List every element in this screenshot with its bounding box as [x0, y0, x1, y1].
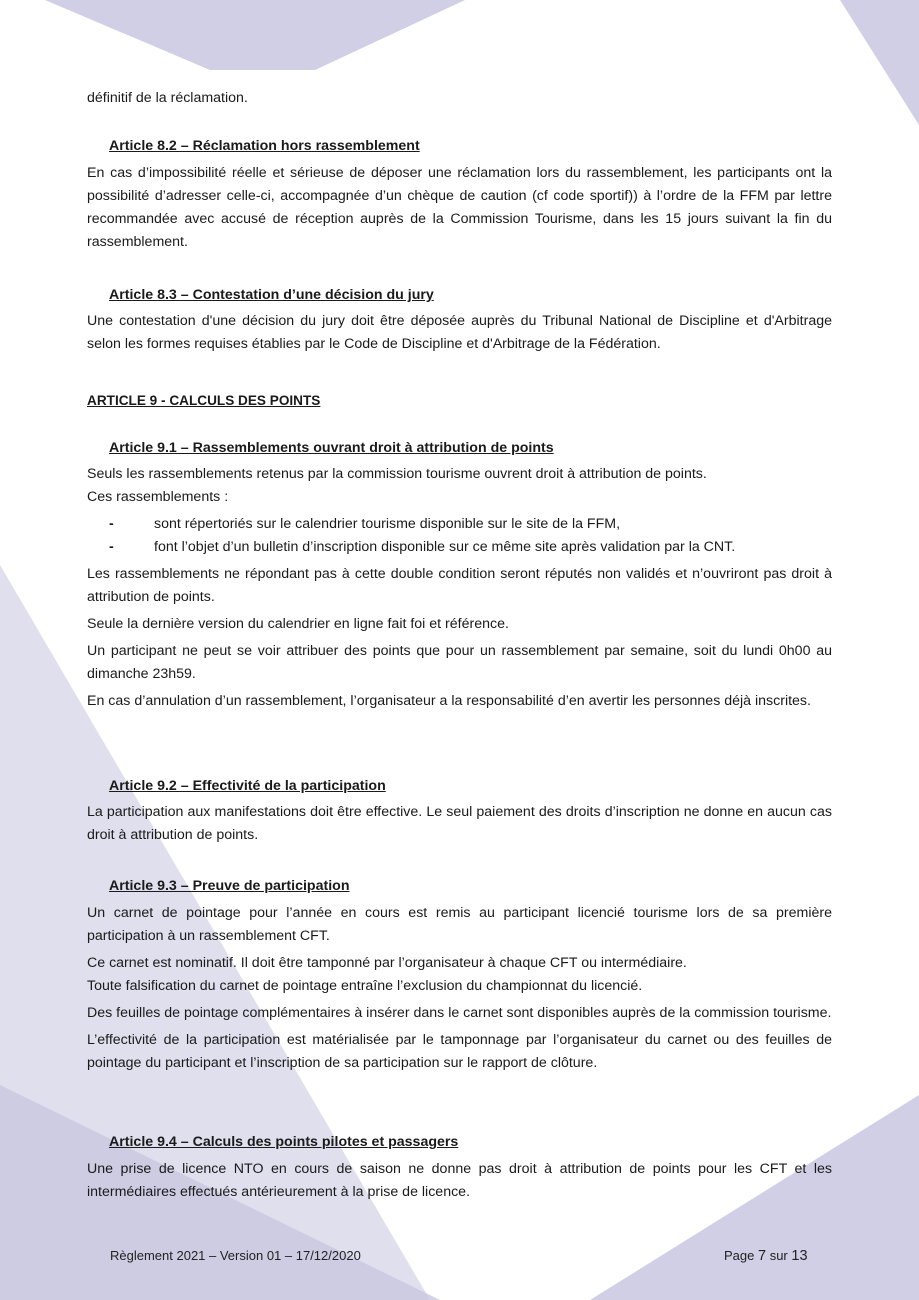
article-9-1-body — [87, 463, 832, 713]
article-8-3-heading: Article 8.3 – Contestation d’une décision du jury — [109, 287, 434, 303]
article-9-4-heading: Article 9.4 – Calculs des points pilotes et passagers — [109, 1134, 459, 1150]
list-item — [87, 513, 832, 536]
article-8-2-heading: Article 8.2 – Réclamation hors rassemblement — [109, 138, 420, 154]
bullet-dash: - — [109, 516, 114, 532]
article-8-3-body — [87, 310, 832, 356]
list-item-text: sont répertoriés sur le calendrier tourisme disponible sur le site de la FFM, — [154, 516, 621, 532]
article-9-3-body — [87, 902, 832, 1075]
article-9-2-body — [87, 801, 832, 847]
bullet-dash: - — [109, 539, 114, 555]
article-9-1-para-1: Les rassemblements ne répondant pas à cette double condition seront réputés non validés et n’ouvriront pas droit à attribution de points. — [87, 566, 832, 605]
article-9-heading: ARTICLE 9 - CALCULS DES POINTS — [87, 393, 321, 408]
article-9-2-text: La participation aux manifestations doit être effective. Le seul paiement des droits d’inscription ne donne en aucun cas droit à attribution de points. — [87, 804, 832, 843]
document-page — [87, 0, 832, 1300]
page-label: Page — [724, 1248, 755, 1263]
article-9-4-body — [87, 1158, 832, 1204]
article-8-2-text: En cas d’impossibilité réelle et sérieuse de déposer une réclamation lors du rassemblement, les participants ont la possibilité d’adresser celle-ci, accompagnée d’un chèque de caution (cf code sportif)) à l’ordre de la FFM par lettre recommandée avec accusé de réception auprès de la Commission Tourisme, dans les 15 jours suivant la fin du rassemblement. — [87, 165, 832, 250]
article-9-4-text: Une prise de licence NTO en cours de saison ne donne pas droit à attribution de points pour les CFT et les intermédiaires effectués antérieurement à la prise de licence. — [87, 1161, 832, 1200]
article-8-2-body — [87, 162, 832, 254]
article-9-3-heading: Article 9.3 – Preuve de participation — [109, 878, 350, 894]
article-9-2-heading: Article 9.2 – Effectivité de la participation — [109, 778, 386, 794]
article-9-1-para-4: En cas d’annulation d’un rassemblement, l’organisateur a la responsabilité d’en avertir les personnes déjà inscrites. — [87, 693, 811, 709]
article-9-1-heading: Article 9.1 – Rassemblements ouvrant droit à attribution de points — [109, 440, 554, 456]
article-9-1-para-2: Seule la dernière version du calendrier en ligne fait foi et référence. — [87, 616, 509, 632]
article-9-3-line-2: Toute falsification du carnet de pointage entraîne l’exclusion du championnat du licencié. — [87, 978, 643, 994]
article-9-3-line-1: Ce carnet est nominatif. Il doit être tamponné par l’organisateur à chaque CFT ou intermédiaire. — [87, 955, 687, 971]
footer-document-version: Règlement 2021 – Version 01 – 17/12/2020 — [110, 1248, 361, 1263]
article-9-3-para-2: Des feuilles de pointage complémentaires à insérer dans le carnet sont disponibles auprès de la commission tourisme. — [87, 1005, 832, 1021]
article-9-3-para-3: L’effectivité de la participation est matérialisée par le tamponnage par l’organisateur du carnet ou des feuilles de pointage du participant et l’inscription de sa participation sur le rapport de clôture. — [87, 1032, 832, 1071]
article-9-1-para-3: Un participant ne peut se voir attribuer des points que pour un rassemblement par semaine, soit du lundi 0h00 au dimanche 23h59. — [87, 643, 832, 682]
list-item — [87, 536, 832, 559]
article-8-1-tail — [87, 87, 832, 110]
article-9-1-line-2: Ces rassemblements : — [87, 489, 229, 505]
page-separator: sur — [769, 1248, 788, 1263]
article-9-1-line-1: Seuls les rassemblements retenus par la commission tourisme ouvrent droit à attribution de points. — [87, 466, 707, 482]
article-9-1-bullet-list — [87, 513, 832, 559]
article-9-3-para-1: Un carnet de pointage pour l’année en cours est remis au participant licencié tourisme lors de sa première participation à un rassemblement CFT. — [87, 905, 832, 944]
current-page: 7 — [758, 1248, 767, 1264]
footer-page-number — [724, 1248, 808, 1264]
top-right-corner-shape — [840, 0, 919, 125]
total-pages: 13 — [791, 1248, 808, 1264]
list-item-text: font l’objet d’un bulletin d’inscription disponible sur ce même site après validation par la CNT. — [154, 539, 736, 555]
article-8-1-tail-text: définitif de la réclamation. — [87, 90, 248, 106]
article-8-3-text: Une contestation d'une décision du jury doit être déposée auprès du Tribunal National de Discipline et d'Arbitrage selon les formes requises établies par le Code de Discipline et d'Arbitrage de la Fédération. — [87, 313, 832, 352]
